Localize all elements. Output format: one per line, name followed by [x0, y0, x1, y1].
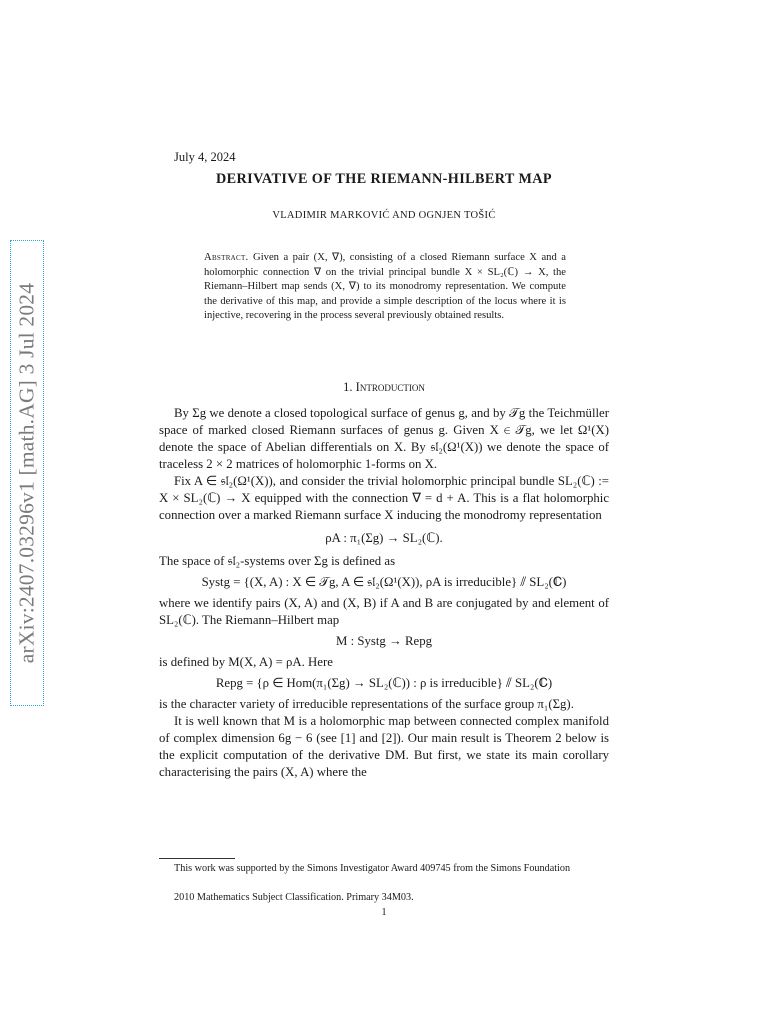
paragraph: is the character variety of irreducible representations of the surface group π₁(Σg).: [159, 697, 574, 711]
arxiv-stamp: [10, 240, 44, 706]
paragraph: is defined by M(X, A) = ρA. Here: [159, 655, 333, 669]
date: July 4, 2024: [174, 150, 236, 164]
section-title: Introduction: [355, 380, 425, 394]
equation: Repg = {ρ ∈ Hom(π₁(Σg) → SL₂(ℂ)) : ρ is irreducible} ⫽ SL₂(ℂ): [215, 676, 553, 690]
paragraph: By Σg we denote a closed topological surface of genus g, and by 𝒯g the Teichmüller space of marked closed Riemann surfaces of genus g. Given X ∈ 𝒯g, we let Ω¹(X) denote the space of Abelian differentials on X. By 𝔰𝔩₂(Ω¹(X)) we denote the space of traceless 2 × 2 matrices of holomorphic 1-forms on X.: [159, 406, 609, 471]
equation: Systg = {(X, A) : X ∈ 𝒯g, A ∈ 𝔰𝔩₂(Ω¹(X)), ρA is irreducible} ⫽ SL₂(ℂ): [201, 575, 567, 589]
authors: VLADIMIR MARKOVIĆ AND OGNJEN TOŠIĆ: [272, 210, 496, 221]
equation: ρA : π₁(Σg) → SL₂(ℂ).: [325, 531, 443, 545]
equation: M : Systg → Repg: [336, 634, 432, 648]
footnote-msc: 2010 Mathematics Subject Classification. Primary 34M03.: [174, 892, 414, 903]
paper-title: DERIVATIVE OF THE RIEMANN-HILBERT MAP: [216, 171, 552, 187]
paragraph: The space of 𝔰𝔩₂-systems over Σg is defined as: [159, 554, 396, 568]
page-number: 1: [381, 907, 387, 918]
section-number: 1.: [343, 380, 353, 394]
abstract: [204, 251, 566, 324]
paragraph: where we identify pairs (X, A) and (X, B) if A and B are conjugated by and element of SL₂(ℂ). The Riemann–Hilbert map: [159, 596, 609, 627]
paragraph: It is well known that M is a holomorphic map between connected complex manifold of complex dimension 6g − 6 (see [1] and [2]). Our main result is Theorem 2 below is the explicit computation of the derivative DM. But first, we state its main corollary characterising the pairs (X, A) where the: [159, 714, 609, 779]
abstract-text: Given a pair (X, ∇), consisting of a closed Riemann surface X and a holomorphic connection ∇ on the trivial principal bundle X × SL₂(ℂ) → X, the Riemann–Hilbert map sends (X, ∇) to its monodromy representation. We compute the derivative of this map, and provide a simple description of the locus where it is injective, recovering in the process several previously obtained results.: [204, 252, 566, 321]
paragraph: Fix A ∈ 𝔰𝔩₂(Ω¹(X)), and consider the trivial holomorphic principal bundle SL₂(ℂ) := X × SL₂(ℂ) → X equipped with the connection ∇ = d + A. This is a flat holomorphic connection over a marked Riemann surface X inducing the monodromy representation: [159, 474, 609, 522]
footnote-rule: [159, 858, 235, 859]
arxiv-stamp-text: arXiv:2407.03296v1 [math.AG] 3 Jul 2024: [14, 282, 39, 664]
abstract-label: Abstract.: [204, 252, 249, 263]
footnote-support: This work was supported by the Simons Investigator Award 409745 from the Simons Foundation: [174, 863, 571, 874]
section-heading: [0, 380, 768, 395]
body-text: [159, 405, 609, 781]
